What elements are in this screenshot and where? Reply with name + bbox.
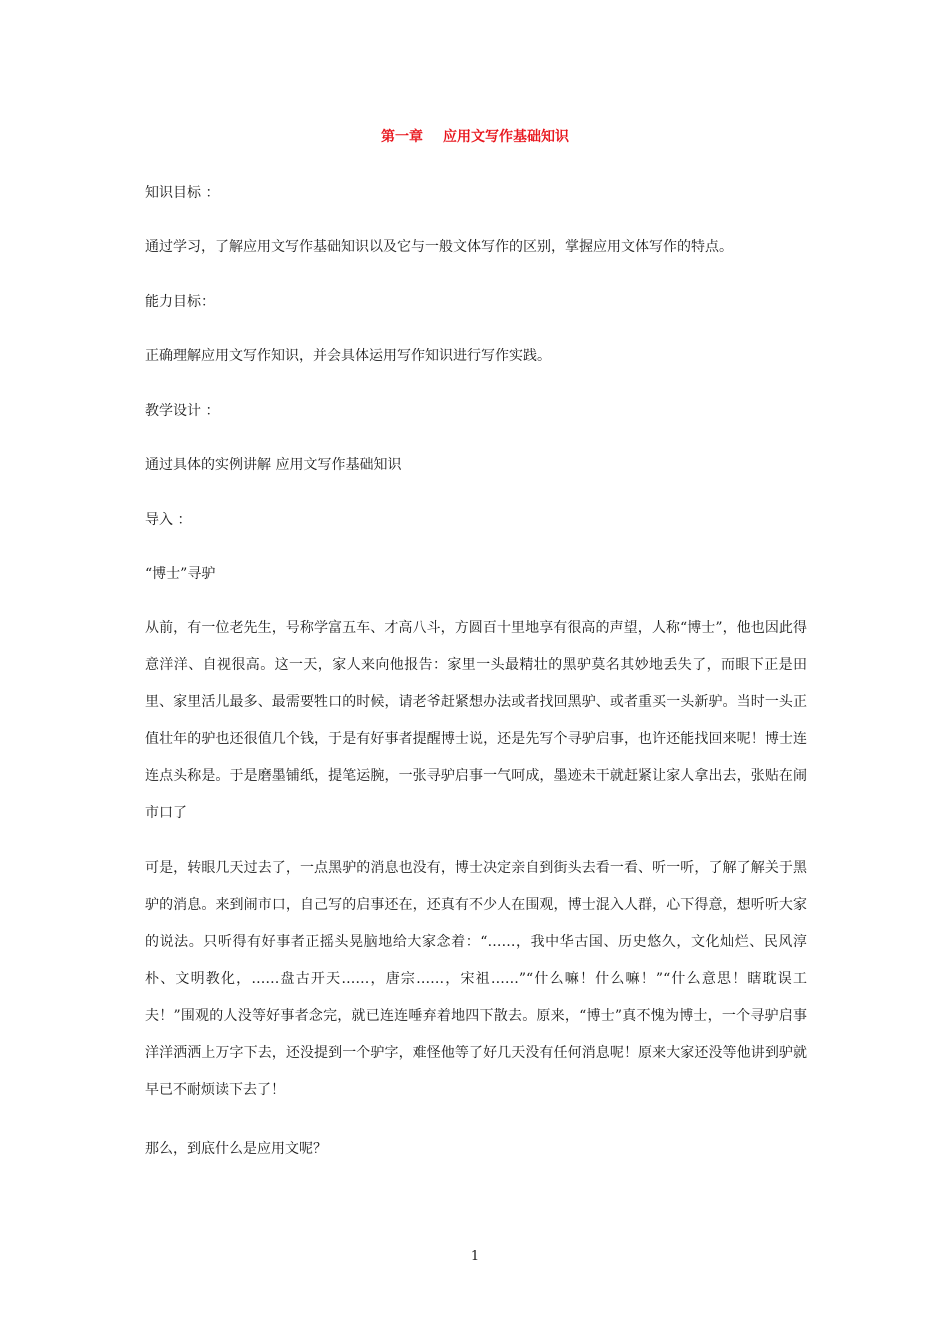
question-text: 那么，到底什么是应用文呢？ [145, 1141, 327, 1157]
ability-goal-label: 能力目标： [145, 294, 215, 310]
chapter-number: 第一章 [381, 129, 423, 145]
teaching-design-label: 教学设计 ： [145, 403, 220, 419]
intro-label: 导入 ： [145, 512, 192, 528]
story-paragraph-1: 从前，有一位老先生，号称学富五车、才高八斗，方圆百十里地享有很高的声望，人称“博士”，他也因此得意洋洋、自视很高。这一天，家人来向他报告：家里一头最精壮的黑驴莫名其妙地丢失了，而眼下正是田里、家里活儿最多、最需要牲口的时候，请老爷赶紧想办法或者找回黑驴、或者重买一头新驴。当时一头正值壮年的驴也还很值几个钱，于是有好事者提醒博士说，还是先写个寻驴启事，也许还能找回来呢！博士连连点头称是。于是磨墨铺纸，提笔运腕，一张寻驴启事一气呵成，墨迹未干就赶紧让家人拿出去，张贴在闹市口了 [145, 620, 807, 821]
knowledge-goal-text: 通过学习，了解应用文写作基础知识以及它与一般文体写作的区别，掌握应用文体写作的特点。 [145, 239, 733, 255]
story-title: “博士”寻驴 [145, 566, 216, 582]
page-number: 1 [470, 1249, 480, 1264]
chapter-title [0, 127, 950, 147]
teaching-design-text: 通过具体的实例讲解 应用文写作基础知识 [145, 457, 402, 473]
story-paragraph-2: 可是，转眼几天过去了，一点黑驴的消息也没有，博士决定亲自到街头去看一看、听一听，了解了解关于黑驴的消息。来到闹市口，自己写的启事还在，还真有不少人在围观，博士混入人群，心下得意，想听听大家的说法。只听得有好事者正摇头晃脑地给大家念着：“……，我中华古国、历史悠久，文化灿烂、民风淳朴、文明教化，……盘古开天……，唐宗……，宋祖……”“什么嘛！什么嘛！”“什么意思！瞎耽误工夫！”围观的人没等好事者念完，就已连连唾弃着地四下散去。原来，“博士”真不愧为博士，一个寻驴启事洋洋洒洒上万字下去，还没提到一个驴字，难怪他等了好几天没有任何消息呢！原来大家还没等他讲到驴就早已不耐烦读下去了！ [145, 860, 807, 1098]
knowledge-goal-label: 知识目标 ： [145, 185, 220, 201]
chapter-name: 应用文写作基础知识 [443, 129, 569, 145]
ability-goal-text: 正确理解应用文写作知识，并会具体运用写作知识进行写作实践。 [145, 348, 551, 364]
